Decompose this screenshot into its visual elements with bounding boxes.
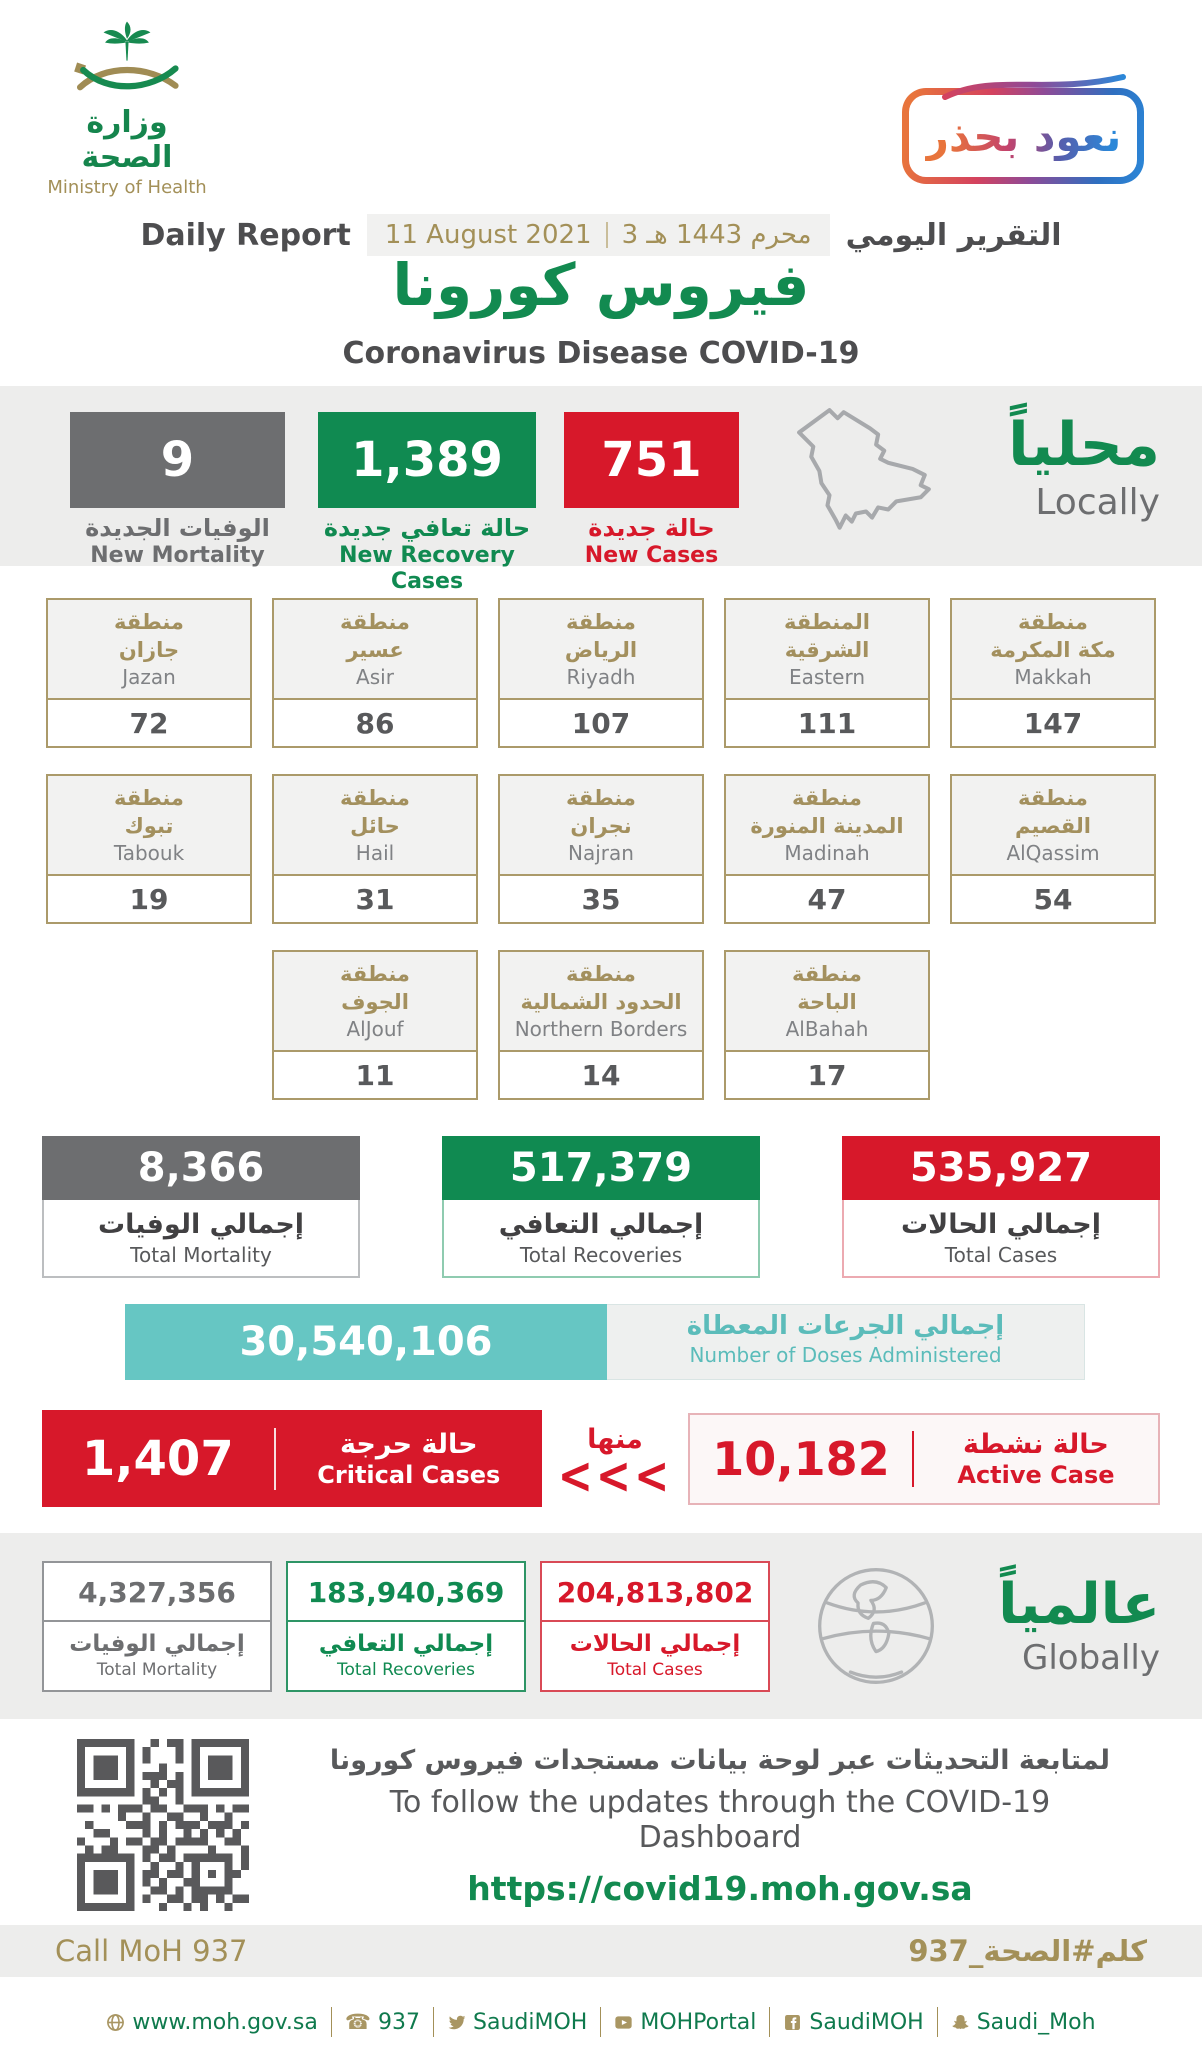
- totals-row: [0, 1136, 1202, 1278]
- new-cases-value: 751: [564, 412, 739, 508]
- of-which-label: منها: [587, 1424, 643, 1456]
- total-mortality-value: 8,366: [42, 1136, 360, 1200]
- region-value: 19: [129, 882, 169, 916]
- total-mortality-box: [42, 1136, 360, 1278]
- region-card-madinah: [724, 774, 930, 924]
- globally-section: [0, 1533, 1202, 1719]
- global-recoveries-value: 183,940,369: [288, 1563, 524, 1622]
- call-moh-label: Call MoH 937: [55, 1934, 248, 1969]
- region-ar-line2: الحدود الشمالية: [520, 989, 682, 1014]
- region-value: 147: [1023, 706, 1083, 740]
- snapchat-link[interactable]: [951, 2010, 1096, 2035]
- separator: [600, 2007, 601, 2037]
- return-with-caution-badge: [902, 88, 1144, 184]
- region-ar-line2: الجوف: [341, 989, 409, 1014]
- social-links-row: [0, 2007, 1202, 2037]
- new-mortality-stat: [70, 412, 285, 569]
- region-value: 72: [129, 706, 169, 740]
- globally-label-ar: عالمياً: [998, 1572, 1160, 1638]
- left-chevrons-icon: <<<: [557, 1446, 673, 1506]
- region-value: 54: [1033, 882, 1073, 916]
- global-cases-label-en: Total Cases: [607, 1659, 703, 1680]
- new-mortality-label-ar: الوفيات الجديدة: [85, 514, 270, 542]
- region-en: Makkah: [1014, 664, 1092, 689]
- region-ar-line1: منطقة: [792, 962, 862, 987]
- critical-label-en: Critical Cases: [317, 1461, 501, 1490]
- doses-administered-bar: [125, 1304, 1202, 1380]
- of-which-indicator: [542, 1422, 688, 1506]
- badge-label: نعود بحذر: [924, 111, 1122, 161]
- active-cases-value: 10,182: [712, 1431, 890, 1486]
- website-link[interactable]: [106, 2010, 317, 2035]
- logo-arabic-name: وزارة الصحة: [81, 105, 173, 175]
- total-recoveries-label-en: Total Recoveries: [519, 1243, 683, 1268]
- region-ar-line2: عسير: [346, 637, 404, 662]
- active-label-en: Active Case: [957, 1461, 1115, 1490]
- twitter-link[interactable]: [447, 2010, 587, 2035]
- region-en: Eastern: [788, 664, 865, 689]
- facebook-link[interactable]: [783, 2010, 923, 2035]
- locally-label-en: Locally: [1035, 482, 1160, 523]
- region-value: 11: [355, 1058, 395, 1092]
- region-ar-line1: منطقة: [114, 786, 184, 811]
- phone-link[interactable]: [345, 2010, 420, 2035]
- global-mortality-value: 4,327,356: [44, 1563, 270, 1622]
- new-recoveries-stat: [318, 412, 536, 595]
- daily-report-label-ar: التقرير اليومي: [845, 217, 1062, 253]
- global-recoveries-label-ar: إجمالي التعافي: [318, 1630, 494, 1657]
- region-ar-line2: مكة المكرمة: [990, 637, 1116, 662]
- separator: [937, 2007, 938, 2037]
- region-ar-line2: المدينة المنورة: [750, 813, 904, 838]
- website-label: www.moh.gov.sa: [132, 2009, 318, 2035]
- region-ar-line2: الرياض: [564, 637, 638, 662]
- critical-active-row: [42, 1410, 1160, 1507]
- facebook-label: SaudiMOH: [809, 2009, 924, 2035]
- global-recoveries-box: [286, 1561, 526, 1692]
- youtube-label: MOHPortal: [640, 2009, 757, 2035]
- global-cases-value: 204,813,802: [542, 1563, 768, 1622]
- badge-swoosh-icon: [915, 71, 1147, 101]
- region-en: Najran: [568, 840, 634, 865]
- page-title-english: Coronavirus Disease COVID-19: [342, 336, 860, 371]
- critical-label-ar: حالة حرجة: [340, 1428, 478, 1460]
- region-en: Riyadh: [566, 664, 636, 689]
- region-card-northern-borders: [498, 950, 704, 1100]
- region-en: AlQassim: [1006, 840, 1100, 865]
- locally-label-ar: محلياً: [1008, 410, 1160, 480]
- region-ar-line1: منطقة: [340, 610, 410, 635]
- locally-scope-label: [1008, 408, 1160, 523]
- dashboard-note-ar: لمتابعة التحديثات عبر لوحة بيانات مستجدات فيروس كورونا: [329, 1744, 1111, 1776]
- active-label-ar: حالة نشطة: [963, 1428, 1109, 1460]
- global-mortality-label-en: Total Mortality: [96, 1659, 218, 1680]
- regions-grid: [0, 566, 1202, 1100]
- global-cases-label-ar: إجمالي الحالات: [569, 1630, 741, 1657]
- region-ar-line1: منطقة: [566, 786, 636, 811]
- dashboard-url-link[interactable]: https://covid19.moh.gov.sa: [467, 1869, 973, 1909]
- hashtag-label: كلم#الصحة_937: [908, 1934, 1147, 1969]
- phone-label: 937: [378, 2009, 421, 2035]
- doses-value: 30,540,106: [125, 1304, 607, 1380]
- globally-label-en: Globally: [1021, 1638, 1160, 1679]
- region-ar-line1: منطقة: [566, 610, 636, 635]
- total-cases-box: [842, 1136, 1160, 1278]
- total-cases-value: 535,927: [842, 1136, 1160, 1200]
- critical-cases-value: 1,407: [81, 1430, 234, 1487]
- qr-code: [77, 1739, 249, 1911]
- globe-icon: [106, 2013, 125, 2032]
- locally-section: [0, 386, 1202, 594]
- twitter-icon: [447, 2013, 466, 2032]
- hotline-bar: [0, 1925, 1202, 1977]
- region-ar-line1: منطقة: [114, 610, 184, 635]
- region-ar-line1: المنطقة: [783, 610, 871, 635]
- total-recoveries-value: 517,379: [442, 1136, 760, 1200]
- dashboard-note-en: To follow the updates through the COVID-19 Dashboard: [389, 1785, 1051, 1856]
- facebook-icon: [783, 2013, 802, 2032]
- date-divider: [606, 222, 608, 248]
- globally-scope-label: [998, 1570, 1160, 1677]
- separator: [331, 2007, 332, 2037]
- region-en: AlJouf: [346, 1016, 404, 1041]
- globe-icon: [812, 1562, 940, 1690]
- new-cases-stat: [564, 412, 739, 569]
- region-value: 17: [807, 1058, 847, 1092]
- region-card-makkah: [950, 598, 1156, 748]
- region-ar-line1: منطقة: [340, 962, 410, 987]
- new-mortality-label-en: New Mortality: [90, 542, 265, 568]
- region-card-jazan: [46, 598, 252, 748]
- region-ar-line1: منطقة: [1018, 786, 1088, 811]
- date-hijri: 3 محرم 1443 هـ: [621, 220, 812, 250]
- region-card-hail: [272, 774, 478, 924]
- region-value: 107: [571, 706, 631, 740]
- region-en: Jazan: [122, 664, 176, 689]
- global-cases-box: [540, 1561, 770, 1692]
- doses-label-en: Number of Doses Administered: [689, 1342, 1002, 1367]
- region-ar-line2: الباحة: [797, 989, 857, 1014]
- global-recoveries-label-en: Total Recoveries: [337, 1659, 475, 1680]
- region-ar-line1: منطقة: [792, 786, 862, 811]
- region-card-alqassim: [950, 774, 1156, 924]
- report-header: [0, 0, 1202, 386]
- daily-report-label-en: Daily Report: [140, 217, 351, 253]
- new-recoveries-label-en: New Recovery Cases: [339, 542, 515, 594]
- logo-english-name: Ministry of Health: [47, 177, 207, 198]
- new-recoveries-label-ar: حالة تعافي جديدة: [323, 514, 531, 542]
- region-value: 47: [807, 882, 847, 916]
- regions-row-2: [0, 774, 1202, 924]
- global-mortality-box: [42, 1561, 272, 1692]
- phone-icon: ☎: [344, 2009, 372, 2034]
- region-card-aljouf: [272, 950, 478, 1100]
- moh-palm-emblem-icon: [52, 20, 202, 106]
- region-ar-line1: منطقة: [340, 786, 410, 811]
- region-card-eastern: [724, 598, 930, 748]
- region-card-riyadh: [498, 598, 704, 748]
- new-cases-label-ar: حالة جديدة: [588, 514, 715, 542]
- total-mortality-label-en: Total Mortality: [130, 1243, 272, 1268]
- region-ar-line2: تبوك: [124, 813, 174, 838]
- regions-row-3: [0, 950, 1202, 1100]
- snapchat-label: Saudi_Moh: [976, 2009, 1096, 2035]
- new-cases-label-en: New Cases: [584, 542, 719, 568]
- total-recoveries-label-ar: إجمالي التعافي: [498, 1209, 704, 1240]
- page-title-arabic: فيروس كورونا: [392, 251, 810, 319]
- moh-logo: [42, 20, 212, 198]
- region-value: 86: [355, 706, 395, 740]
- region-value: 14: [581, 1058, 621, 1092]
- doses-labels: [607, 1304, 1085, 1380]
- total-mortality-label-ar: إجمالي الوفيات: [97, 1209, 305, 1240]
- region-en: Asir: [356, 664, 394, 689]
- region-card-albahah: [724, 950, 930, 1100]
- region-value: 31: [355, 882, 395, 916]
- region-en: Hail: [355, 840, 395, 865]
- critical-cases-box: [42, 1410, 542, 1507]
- twitter-label: SaudiMOH: [473, 2009, 588, 2035]
- total-cases-label-en: Total Cases: [944, 1243, 1058, 1268]
- regions-row-1: [0, 598, 1202, 748]
- snapchat-icon: [951, 2013, 970, 2032]
- dashboard-section: [77, 1739, 1202, 1911]
- region-ar-line2: جازان: [118, 637, 180, 662]
- region-ar-line2: حائل: [350, 813, 400, 838]
- total-cases-label-ar: إجمالي الحالات: [900, 1209, 1102, 1240]
- new-recoveries-value: 1,389: [318, 412, 536, 508]
- doses-label-ar: إجمالي الجرعات المعطاة: [686, 1311, 1005, 1342]
- region-card-najran: [498, 774, 704, 924]
- youtube-icon: [614, 2013, 633, 2032]
- region-en: Northern Borders: [514, 1016, 688, 1041]
- region-en: Madinah: [784, 840, 870, 865]
- global-mortality-label-ar: إجمالي الوفيات: [69, 1630, 245, 1657]
- separator: [769, 2007, 770, 2037]
- new-mortality-value: 9: [70, 412, 285, 508]
- date-gregorian: 11 August 2021: [384, 220, 592, 250]
- region-ar-line2: نجران: [570, 813, 632, 838]
- saudi-arabia-map-icon: [791, 404, 943, 546]
- youtube-link[interactable]: [614, 2010, 756, 2035]
- separator: [433, 2007, 434, 2037]
- region-ar-line1: منطقة: [1018, 610, 1088, 635]
- region-en: AlBahah: [785, 1016, 869, 1041]
- region-card-tabouk: [46, 774, 252, 924]
- region-ar-line2: القصيم: [1015, 813, 1091, 838]
- region-card-asir: [272, 598, 478, 748]
- region-value: 35: [581, 882, 621, 916]
- region-en: Tabouk: [113, 840, 185, 865]
- total-recoveries-box: [442, 1136, 760, 1278]
- region-value: 111: [797, 706, 857, 740]
- region-ar-line1: منطقة: [566, 962, 636, 987]
- active-cases-box: [688, 1413, 1160, 1505]
- region-ar-line2: الشرقية: [784, 637, 870, 662]
